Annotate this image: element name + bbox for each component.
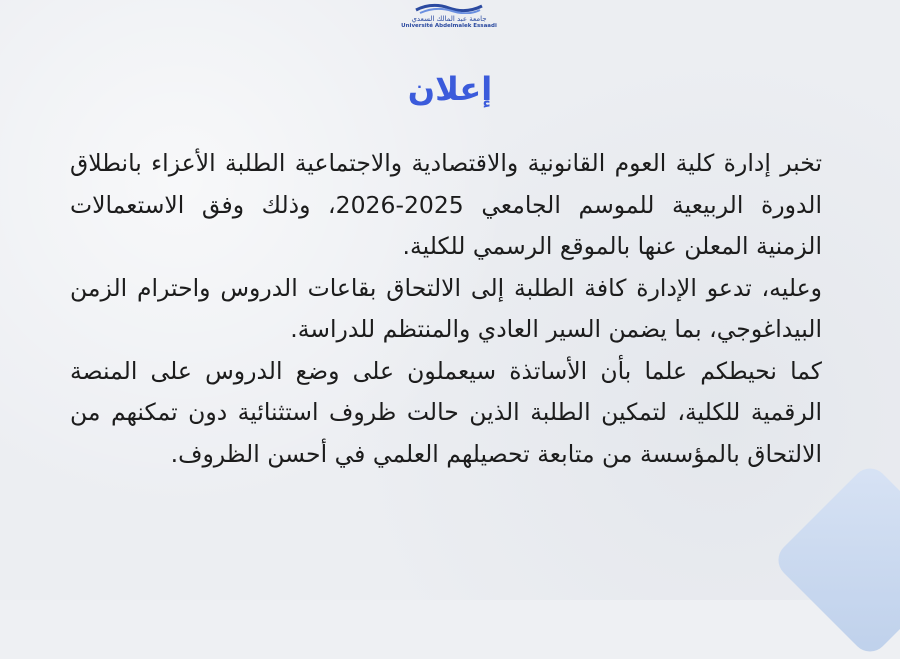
announcement-title: إعلان [407,70,493,108]
decorative-corner-shape [771,461,900,659]
paragraph-2: وعليه، تدعو الإدارة كافة الطلبة إلى الالتحاق بقاعات الدروس واحترام الزمن البيداغوجي، بما يضمن السير العادي والمنتظم للدراسة. [70,273,822,343]
university-logo [394,0,504,34]
logo-name-arabic: جامعة عبد المالك السعدي [411,15,487,23]
paragraph-1: تخبر إدارة كلية العوم القانونية والاقتصادية والاجتماعية الطلبة الأعزاء بانطلاق الدورة الربيعية للموسم الجامعي 2025-2026، وذلك وفق الاستعمالات الزمنية المعلن عنها بالموقع الرسمي للكلية. [70,149,822,260]
announcement-body [70,143,822,475]
logo-wave-icon [414,0,484,14]
paragraph-3: كما نحيطكم علما بأن الأساتذة سيعملون على وضع الدروس على المنصة الرقمية للكلية، لتمكين الطلبة الذين حالت ظروف استثنائية دون تمكنهم من الالتحاق بالمؤسسة من متابعة تحصيلهم العلمي في أحسن الظروف. [70,356,822,468]
logo-name-french: Université Abdelmalek Essaadi [401,23,497,29]
